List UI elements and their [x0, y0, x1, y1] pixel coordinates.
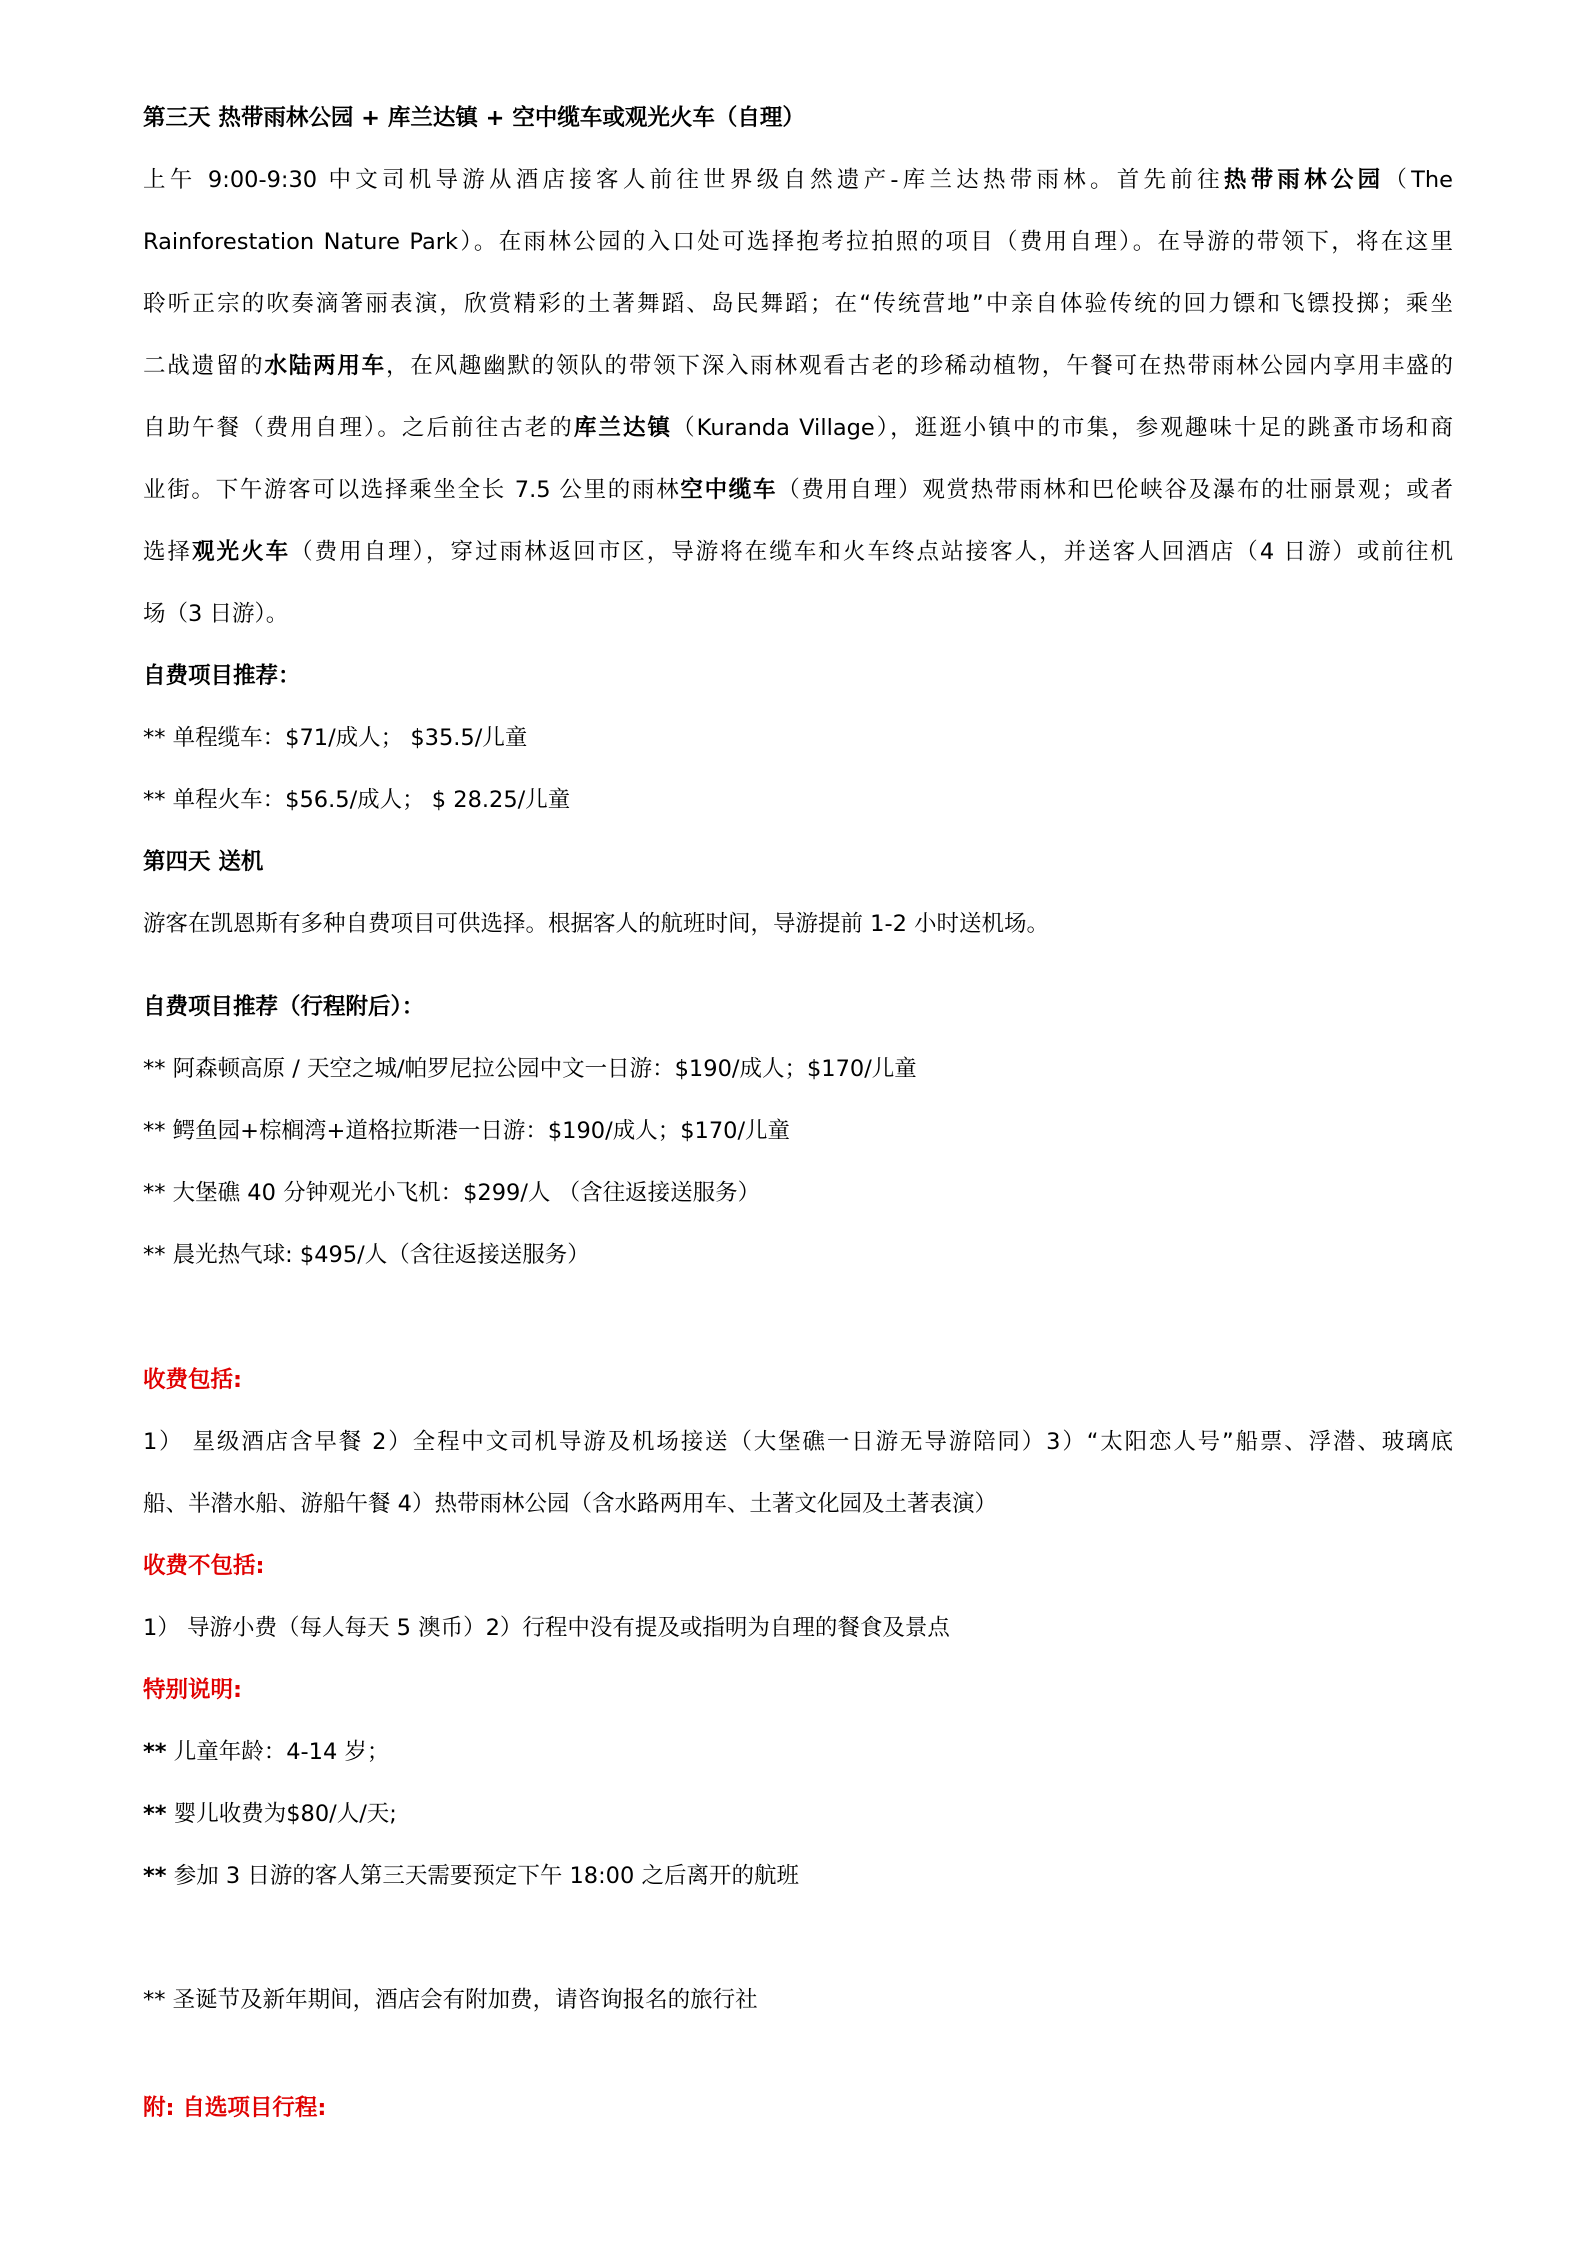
- note-child-age: ** 儿童年龄：4-14 岁；: [143, 1739, 390, 1765]
- highlight-amphibious-vehicle: 水陆两用车: [264, 353, 386, 379]
- note-flight-time: ** 参加 3 日游的客人第三天需要预定下午 18:00 之后离开的航班: [143, 1863, 799, 1889]
- day3-line-2: Rainforestation Nature Park）。在雨林公园的入口处可选择抱考拉拍照的项目（费用自理）。在导游的带领下，将在这里: [143, 229, 1453, 255]
- extras-heading: 自费项目推荐（行程附后）：: [143, 994, 425, 1020]
- note-infant-fee: ** 婴儿收费为$80/人/天;: [143, 1801, 397, 1827]
- highlight-skyrail: 空中缆车: [680, 477, 778, 503]
- day3-line-3: 聆听正宗的吹奏滴箸丽表演，欣赏精彩的土著舞蹈、岛民舞蹈；在“传统营地”中亲自体验传统的回力镖和飞镖投掷；乘坐: [143, 291, 1453, 317]
- excludes-heading: 收费不包括:: [143, 1553, 265, 1579]
- highlight-scenic-railway: 观光火车: [192, 539, 291, 565]
- notes-heading: 特别说明:: [143, 1677, 242, 1703]
- day4-text: 游客在凯恩斯有多种自费项目可供选择。根据客人的航班时间，导游提前 1-2 小时送机场。: [143, 911, 1050, 937]
- day3-line-4: 二战遗留的水陆两用车，在风趣幽默的领队的带领下深入雨林观看古老的珍稀动植物，午餐可在热带雨林公园内享用丰盛的: [143, 353, 1453, 379]
- appendix-heading: 附: 自选项目行程:: [143, 2095, 327, 2121]
- day3-line-1: 上午 9:00-9:30 中文司机导游从酒店接客人前往世界级自然遗产-库兰达热带雨林。首先前往热带雨林公园（The: [143, 167, 1453, 193]
- day4-heading: 第四天 送机: [143, 849, 264, 875]
- day3-optional-heading: 自费项目推荐：: [143, 663, 301, 689]
- optional-item-train: ** 单程火车：$56.5/成人； $ 28.25/儿童: [143, 787, 571, 813]
- excludes-text: 1） 导游小费（每人每天 5 澳币）2）行程中没有提及或指明为自理的餐食及景点: [143, 1615, 950, 1641]
- includes-line-1: 1） 星级酒店含早餐 2）全程中文司机导游及机场接送（大堡礁一日游无导游陪同）3）“太阳恋人号”船票、浮潜、玻璃底: [143, 1429, 1453, 1455]
- highlight-kuranda-village: 库兰达镇: [573, 415, 673, 441]
- extras-item-crocodile-park: ** 鳄鱼园+棕榈湾+道格拉斯港一日游：$190/成人；$170/儿童: [143, 1118, 791, 1144]
- note-holiday-surcharge: ** 圣诞节及新年期间，酒店会有附加费，请咨询报名的旅行社: [143, 1987, 758, 2013]
- includes-line-2: 船、半潜水船、游船午餐 4）热带雨林公园（含水路两用车、土著文化园及土著表演）: [143, 1491, 997, 1517]
- day3-line-6: 业街。下午游客可以选择乘坐全长 7.5 公里的雨林空中缆车（费用自理）观赏热带雨林和巴伦峡谷及瀑布的壮丽景观；或者: [143, 477, 1453, 503]
- day3-line-5: 自助午餐（费用自理）。之后前往古老的库兰达镇（Kuranda Village），逛逛小镇中的市集，参观趣味十足的跳蚤市场和商: [143, 415, 1453, 441]
- extras-item-atherton: ** 阿森顿高原 / 天空之城/帕罗尼拉公园中文一日游：$190/成人；$170/儿童: [143, 1056, 917, 1082]
- includes-heading: 收费包括:: [143, 1367, 242, 1393]
- extras-item-scenic-flight: ** 大堡礁 40 分钟观光小飞机：$299/人 （含往返接送服务）: [143, 1180, 761, 1206]
- extras-item-balloon: ** 晨光热气球: $495/人（含往返接送服务）: [143, 1242, 590, 1268]
- day3-heading: 第三天 热带雨林公园 + 库兰达镇 + 空中缆车或观光火车（自理）: [143, 105, 805, 131]
- day3-line-8: 场（3 日游）。: [143, 601, 289, 627]
- optional-item-cablecar: ** 单程缆车：$71/成人； $35.5/儿童: [143, 725, 528, 751]
- highlight-rainforest-park: 热带雨林公园: [1223, 167, 1385, 193]
- day3-line-7: 选择观光火车（费用自理），穿过雨林返回市区，导游将在缆车和火车终点站接客人，并送客人回酒店（4 日游）或前往机: [143, 539, 1453, 565]
